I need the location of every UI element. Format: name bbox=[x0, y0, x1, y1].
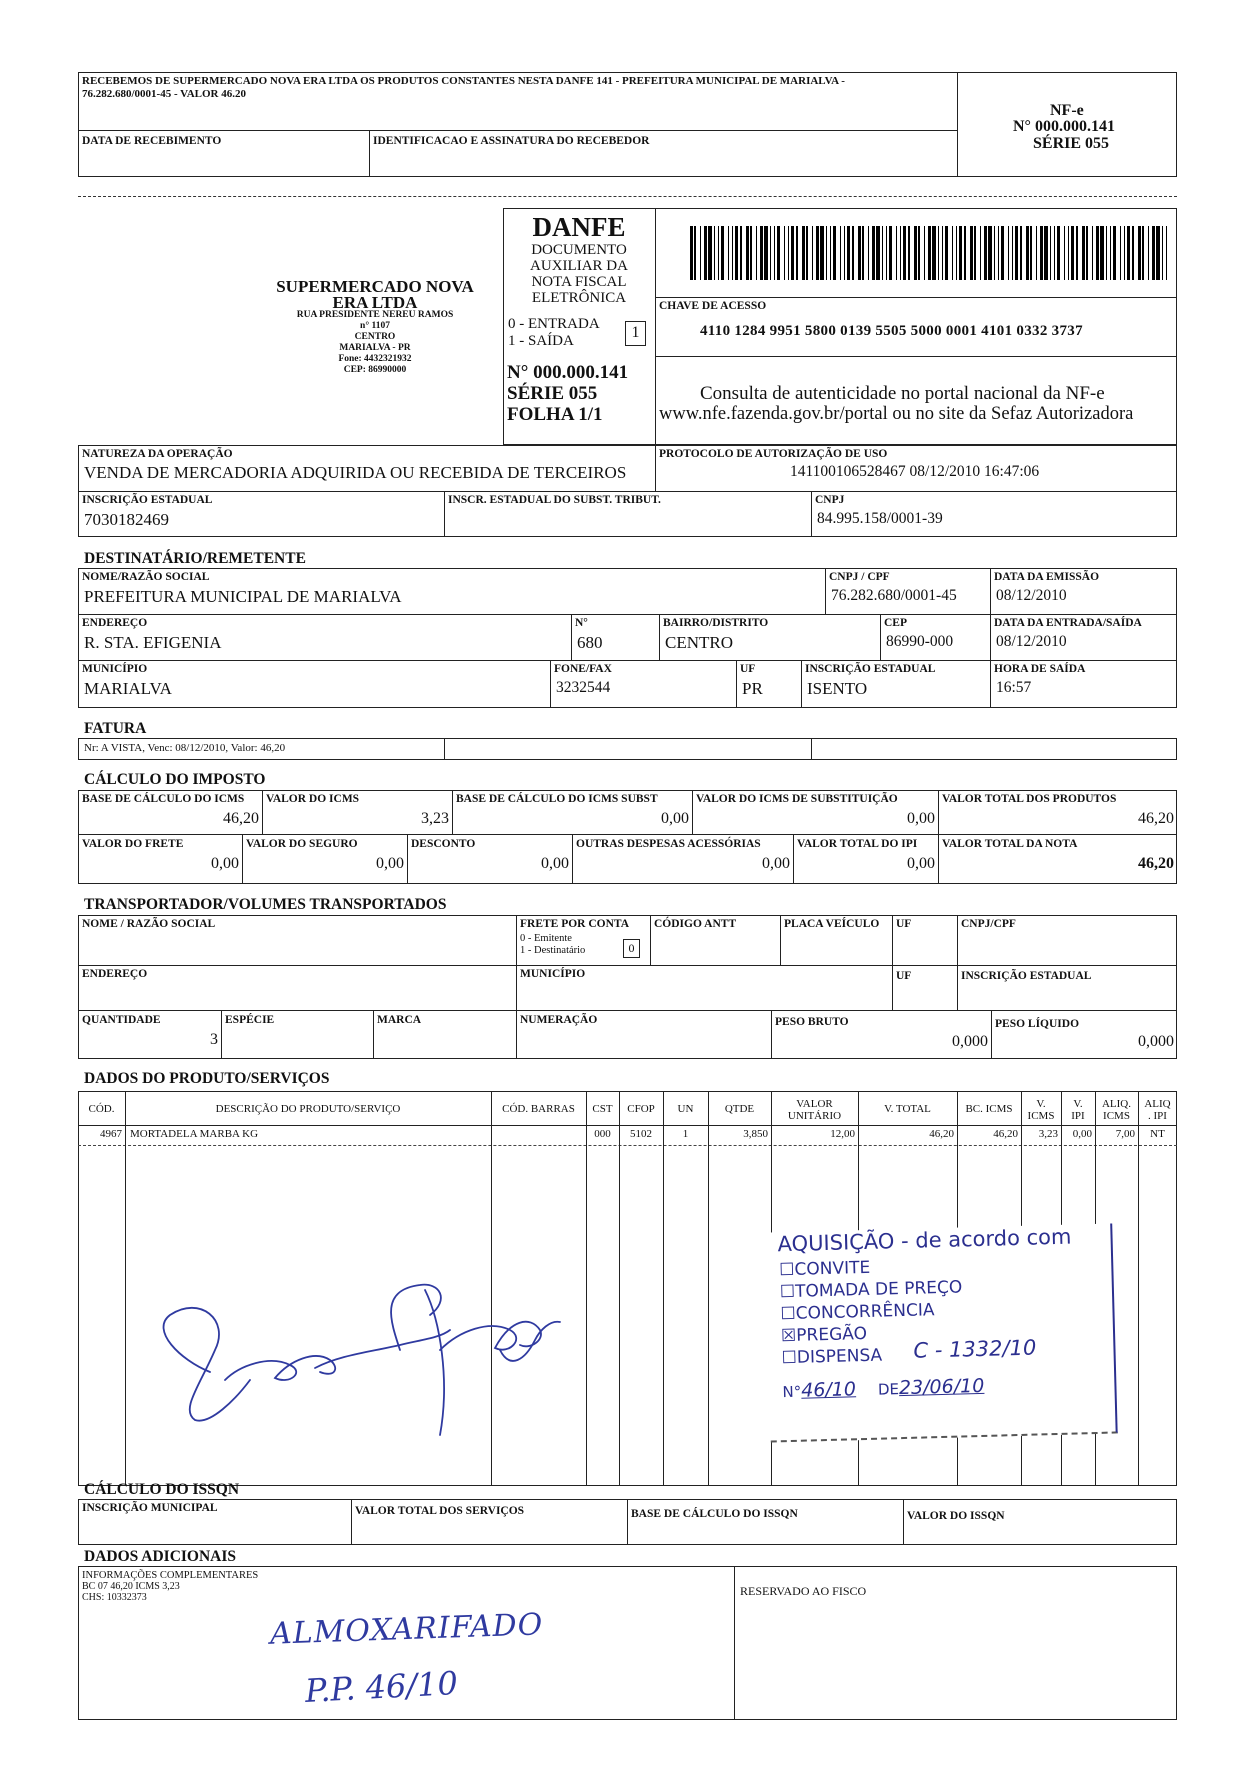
carrier-uf-label: UF bbox=[896, 918, 912, 930]
barcode-bar bbox=[1044, 226, 1048, 280]
danfe-number: N° 000.000.141 bbox=[507, 362, 629, 383]
receipt-signature-label: IDENTIFICACAO E ASSINATURA DO RECEBEDOR bbox=[373, 135, 650, 147]
barcode-bar bbox=[900, 226, 901, 280]
receipt-statement: RECEBEMOS DE SUPERMERCADO NOVA ERA LTDA OS PRODUTOS CONSTANTES NESTA DANFE 141 - PREFEITURA MUNICIPAL DE MARIALVA - bbox=[82, 75, 845, 87]
other-expenses: 0,00 bbox=[762, 855, 790, 872]
issuer-block bbox=[250, 278, 500, 376]
exit-time-label: HORA DE SAÍDA bbox=[994, 663, 1086, 675]
issuer-city: MARIALVA - PR bbox=[339, 343, 411, 353]
carrier-cnpj-label: CNPJ/CPF bbox=[961, 918, 1016, 930]
barcode-bar bbox=[918, 226, 919, 280]
state-reg-label: INSCRIÇÃO ESTADUAL bbox=[82, 494, 213, 506]
numbering-label: NUMERAÇÃO bbox=[520, 1014, 598, 1026]
cep-value: 86990-000 bbox=[886, 633, 954, 650]
barcode-bar bbox=[764, 226, 768, 280]
barcode-bar bbox=[1040, 226, 1043, 280]
barcode-bar bbox=[886, 226, 887, 280]
col-v-ipi-1: V. bbox=[1073, 1098, 1083, 1110]
icms-base: 46,20 bbox=[223, 810, 259, 827]
uf-label: UF bbox=[740, 663, 756, 675]
barcode-bar bbox=[833, 226, 836, 280]
protocol-value: 141100106528467 08/12/2010 16:47:06 bbox=[790, 463, 1040, 480]
barcode-bar bbox=[1020, 226, 1021, 280]
access-key-label: CHAVE DE ACESSO bbox=[659, 300, 767, 312]
barcode-bar bbox=[708, 226, 712, 280]
issqn-base-label: BASE DE CÁLCULO DO ISSQN bbox=[631, 1508, 798, 1520]
products-total-label: VALOR TOTAL DOS PRODUTOS bbox=[942, 793, 1117, 805]
row-cfop: 5102 bbox=[630, 1128, 652, 1140]
stub-series: SÉRIE 055 bbox=[1033, 135, 1110, 152]
barcode-bar bbox=[690, 226, 693, 280]
barcode-bar bbox=[1030, 226, 1031, 280]
col-unit-value-1: VALOR bbox=[796, 1098, 833, 1110]
issuer-name-2: ERA LTDA bbox=[332, 293, 418, 312]
row-unit-value: 12,00 bbox=[830, 1128, 855, 1140]
ipi-total-label: VALOR TOTAL DO IPI bbox=[797, 838, 918, 850]
tax-section-title: CÁLCULO DO IMPOSTO bbox=[84, 771, 266, 788]
issuer-cep: CEP: 86990000 bbox=[343, 365, 407, 375]
danfe-title-block bbox=[505, 212, 653, 306]
barcode-bar bbox=[1001, 226, 1004, 280]
barcode-bar bbox=[1132, 226, 1133, 280]
row-v-icms: 3,23 bbox=[1038, 1128, 1058, 1140]
receipt-statement-2: 76.282.680/0001-45 - VALOR 46.20 bbox=[82, 88, 246, 100]
barcode-bar bbox=[1064, 226, 1065, 280]
barcode-bar bbox=[704, 226, 707, 280]
exit-option: 1 - SAÍDA bbox=[508, 333, 574, 349]
species-label: ESPÉCIE bbox=[225, 1014, 275, 1026]
barcode-bar bbox=[1110, 226, 1111, 280]
barcode-bar bbox=[1100, 226, 1104, 280]
barcode-bar bbox=[1008, 226, 1009, 280]
barcode-bar bbox=[914, 226, 917, 280]
other-expenses-label: OUTRAS DESPESAS ACESSÓRIAS bbox=[576, 838, 761, 850]
barcode-bar bbox=[796, 226, 797, 280]
barcode-bar bbox=[956, 226, 957, 280]
handwritten-pp: P.P. 46/10 bbox=[304, 1664, 459, 1710]
stamp-title: AQUISIÇÃO - de acordo com bbox=[777, 1224, 1072, 1257]
uf-value: PR bbox=[742, 679, 763, 698]
col-cod: CÓD. bbox=[88, 1103, 115, 1115]
barcode-bar bbox=[806, 226, 807, 280]
barcode-bar bbox=[1082, 226, 1085, 280]
consult-line-1: Consulta de autenticidade no portal nacional da NF-e bbox=[700, 383, 1105, 404]
col-cfop: CFOP bbox=[627, 1103, 655, 1115]
consult-line-2: www.nfe.fazenda.gov.br/portal ou no site da Sefaz Autorizadora bbox=[659, 404, 1134, 424]
barcode-bar bbox=[1162, 226, 1163, 280]
operation-type-box: 1 bbox=[625, 321, 646, 346]
stamp-option-convite-label: CONVITE bbox=[794, 1257, 871, 1280]
stub-number: N° 000.000.141 bbox=[1013, 118, 1115, 135]
col-barcode: CÓD. BARRAS bbox=[502, 1103, 575, 1115]
issuer-number: n° 1107 bbox=[360, 321, 390, 331]
barcode-bar bbox=[1036, 226, 1037, 280]
col-qtde: QTDE bbox=[724, 1103, 755, 1115]
net-weight-label: PESO LÍQUIDO bbox=[995, 1018, 1080, 1030]
municipal-reg-label: INSCRIÇÃO MUNICIPAL bbox=[82, 1502, 218, 1514]
row-total: 46,20 bbox=[929, 1128, 954, 1140]
barcode-bar bbox=[1096, 226, 1099, 280]
barcode-bar bbox=[740, 226, 741, 280]
stub-nfe: NF-e bbox=[1050, 102, 1084, 119]
barcode-bar bbox=[938, 226, 939, 280]
barcode-bar bbox=[1015, 226, 1018, 280]
address-number: 680 bbox=[577, 633, 603, 652]
barcode-bar bbox=[942, 226, 943, 280]
stamp-number-line bbox=[782, 1375, 984, 1402]
issue-date-label: DATA DA EMISSÃO bbox=[994, 571, 1100, 583]
barcode-bar bbox=[1012, 226, 1013, 280]
barcode-bar bbox=[994, 226, 995, 280]
danfe-subtitle-3: NOTA FISCAL bbox=[531, 274, 627, 290]
acquisition-stamp bbox=[765, 1223, 1117, 1442]
col-unit-value-2: UNITÁRIO bbox=[787, 1110, 842, 1122]
barcode-bar bbox=[852, 226, 853, 280]
carrier-address-label: ENDEREÇO bbox=[82, 968, 148, 980]
barcode-bar bbox=[1138, 226, 1141, 280]
icms-st-base-label: BASE DE CÁLCULO DO ICMS SUBST bbox=[456, 793, 658, 805]
recipient-ie-label: INSCRIÇÃO ESTADUAL bbox=[805, 663, 936, 675]
col-un: UN bbox=[677, 1103, 694, 1115]
stamp-option-pregao-label: PREGÃO bbox=[796, 1323, 868, 1346]
barcode-bar bbox=[777, 226, 780, 280]
barcode-bar bbox=[889, 226, 892, 280]
barcode-bar bbox=[1092, 226, 1093, 280]
stamp-option-concorrencia: ☐CONCORRÊNCIA bbox=[780, 1300, 935, 1325]
cep-label: CEP bbox=[884, 617, 907, 629]
stamp-option-convite: ☐CONVITE bbox=[779, 1257, 871, 1281]
icms-base-label: BASE DE CÁLCULO DO ICMS bbox=[82, 793, 245, 805]
barcode-bar bbox=[718, 226, 719, 280]
gross-weight-label: PESO BRUTO bbox=[775, 1016, 849, 1028]
barcode-bar bbox=[882, 226, 883, 280]
freight-by-label: FRETE POR CONTA bbox=[520, 918, 630, 930]
barcode-bar bbox=[1026, 226, 1029, 280]
barcode bbox=[690, 226, 1170, 280]
state-reg-value: 7030182469 bbox=[84, 510, 169, 529]
issuer-street: RUA PRESIDENTE NEREU RAMOS bbox=[296, 310, 454, 320]
issuer-name-1: SUPERMERCADO NOVA bbox=[276, 277, 474, 296]
barcode-bar bbox=[784, 226, 785, 280]
barcode-bar bbox=[928, 226, 931, 280]
stamp-option-tomada-label: TOMADA DE PREÇO bbox=[794, 1277, 963, 1302]
issqn-value-label: VALOR DO ISSQN bbox=[907, 1510, 1005, 1522]
barcode-bar bbox=[988, 226, 992, 280]
freight-option-0: 0 - Emitente bbox=[520, 933, 572, 944]
district-label: BAIRRO/DISTRITO bbox=[663, 617, 769, 629]
barcode-bar bbox=[945, 226, 948, 280]
barcode-bar bbox=[721, 226, 724, 280]
row-bc-icms: 46,20 bbox=[993, 1128, 1018, 1140]
antt-code-label: CÓDIGO ANTT bbox=[654, 918, 737, 930]
col-cst: CST bbox=[592, 1103, 613, 1115]
freight-by-box: 0 bbox=[623, 939, 640, 958]
col-aliq-icms-1: ALIQ. bbox=[1101, 1098, 1132, 1110]
carrier-ie-label: INSCRIÇÃO ESTADUAL bbox=[961, 970, 1092, 982]
danfe-sheet: FOLHA 1/1 bbox=[507, 404, 603, 425]
barcode-bar bbox=[896, 226, 897, 280]
icms-value: 3,23 bbox=[421, 810, 449, 827]
services-total-label: VALOR TOTAL DOS SERVIÇOS bbox=[355, 1505, 525, 1517]
stamp-number-label: N° bbox=[782, 1382, 802, 1402]
recipient-section-title: DESTINATÁRIO/REMETENTE bbox=[84, 550, 306, 567]
entry-option: 0 - ENTRADA bbox=[508, 316, 600, 332]
barcode-bar bbox=[756, 226, 757, 280]
freight-value: 0,00 bbox=[211, 855, 239, 872]
insurance-value: 0,00 bbox=[376, 855, 404, 872]
address-number-label: N° bbox=[575, 617, 588, 629]
cut-line bbox=[78, 196, 1177, 197]
recipient-cnpj: 76.282.680/0001-45 bbox=[831, 587, 957, 604]
complementary-info-label: INFORMAÇÕES COMPLEMENTARES bbox=[82, 1570, 259, 1581]
stamp-option-dispensa: ☐DISPENSA bbox=[781, 1345, 883, 1369]
nature-label: NATUREZA DA OPERAÇÃO bbox=[82, 448, 233, 460]
barcode-bar bbox=[1156, 226, 1160, 280]
city-value: MARIALVA bbox=[84, 679, 172, 698]
col-v-ipi-2: IPI bbox=[1071, 1110, 1085, 1122]
barcode-bar bbox=[1050, 226, 1051, 280]
city-label: MUNICÍPIO bbox=[82, 663, 148, 675]
row-v-ipi: 0,00 bbox=[1072, 1128, 1092, 1140]
entry-date-label: DATA DA ENTRADA/SAÍDA bbox=[994, 617, 1142, 629]
products-total: 46,20 bbox=[1138, 810, 1174, 827]
row-aliq-ipi: NT bbox=[1150, 1128, 1165, 1140]
col-v-icms-2: ICMS bbox=[1027, 1110, 1055, 1122]
barcode-bar bbox=[1148, 226, 1149, 280]
ipi-total: 0,00 bbox=[907, 855, 935, 872]
row-qtde: 3,850 bbox=[743, 1128, 768, 1140]
barcode-bar bbox=[908, 226, 909, 280]
barcode-bar bbox=[732, 226, 733, 280]
discount-value: 0,00 bbox=[541, 855, 569, 872]
icms-st-base: 0,00 bbox=[661, 810, 689, 827]
state-reg-st-label: INSCR. ESTADUAL DO SUBST. TRIBUT. bbox=[448, 494, 661, 506]
fisco-label: RESERVADO AO FISCO bbox=[740, 1584, 867, 1598]
col-aliq-ipi-2: . IPI bbox=[1148, 1110, 1167, 1122]
barcode-bar bbox=[812, 226, 813, 280]
danfe-subtitle-2: AUXILIAR DA bbox=[530, 258, 628, 274]
barcode-bar bbox=[1124, 226, 1125, 280]
stamp-option-dispensa-label: DISPENSA bbox=[796, 1345, 883, 1368]
barcode-bar bbox=[984, 226, 987, 280]
barcode-bar bbox=[1106, 226, 1107, 280]
barcode-bar bbox=[1113, 226, 1116, 280]
row-cod: 4967 bbox=[100, 1128, 122, 1140]
district-value: CENTRO bbox=[665, 633, 733, 652]
entry-date: 08/12/2010 bbox=[996, 633, 1067, 650]
barcode-bar bbox=[903, 226, 906, 280]
barcode-bar bbox=[952, 226, 953, 280]
brand-label: MARCA bbox=[377, 1014, 422, 1026]
danfe-subtitle-1: DOCUMENTO bbox=[531, 242, 627, 258]
discount-label: DESCONTO bbox=[411, 838, 476, 850]
barcode-bar bbox=[1120, 226, 1121, 280]
address-label: ENDEREÇO bbox=[82, 617, 148, 629]
invoice-section-title: FATURA bbox=[84, 720, 147, 737]
freight-label: VALOR DO FRETE bbox=[82, 838, 184, 850]
col-aliq-ipi-1: ALIQ bbox=[1144, 1098, 1171, 1110]
col-v-icms-1: V. bbox=[1036, 1098, 1046, 1110]
barcode-bar bbox=[959, 226, 962, 280]
barcode-bar bbox=[1152, 226, 1155, 280]
barcode-bar bbox=[932, 226, 936, 280]
barcode-bar bbox=[750, 226, 751, 280]
products-section-title: DADOS DO PRODUTO/SERVIÇOS bbox=[84, 1070, 330, 1087]
col-desc: DESCRIÇÃO DO PRODUTO/SERVIÇO bbox=[215, 1103, 401, 1115]
col-bc-icms: BC. ICMS bbox=[965, 1103, 1013, 1115]
danfe-title: DANFE bbox=[532, 212, 626, 242]
vehicle-plate-label: PLACA VEÍCULO bbox=[784, 918, 880, 930]
stamp-option-concorrencia-label: CONCORRÊNCIA bbox=[795, 1300, 935, 1324]
cnpj-value: 84.995.158/0001-39 bbox=[817, 510, 943, 527]
barcode-bar bbox=[816, 226, 819, 280]
barcode-bar bbox=[1127, 226, 1130, 280]
barcode-bar bbox=[998, 226, 999, 280]
quantity-label: QUANTIDADE bbox=[82, 1014, 161, 1026]
icms-st-value: 0,00 bbox=[907, 810, 935, 827]
recipient-name-label: NOME/RAZÃO SOCIAL bbox=[82, 571, 210, 583]
stamp-number: 46/10 bbox=[800, 1378, 857, 1402]
barcode-bar bbox=[872, 226, 875, 280]
stamp-date: 23/06/10 bbox=[898, 1374, 985, 1400]
protocol-label: PROTOCOLO DE AUTORIZAÇÃO DE USO bbox=[659, 448, 888, 460]
barcode-bar bbox=[826, 226, 827, 280]
complementary-info-2: CHS: 10332373 bbox=[82, 1592, 147, 1603]
danfe-subtitle-4: ELETRÔNICA bbox=[531, 290, 627, 306]
barcode-bar bbox=[868, 226, 869, 280]
barcode-bar bbox=[964, 226, 965, 280]
barcode-bar bbox=[1057, 226, 1060, 280]
barcode-bar bbox=[714, 226, 715, 280]
barcode-bar bbox=[802, 226, 805, 280]
invoice-total: 46,20 bbox=[1138, 855, 1174, 872]
issue-date: 08/12/2010 bbox=[996, 587, 1067, 604]
nature-value: VENDA DE MERCADORIA ADQUIRIDA OU RECEBIDA DE TERCEIROS bbox=[84, 463, 627, 482]
gross-weight: 0,000 bbox=[952, 1033, 988, 1050]
issuer-district: CENTRO bbox=[354, 332, 396, 342]
recipient-name: PREFEITURA MUNICIPAL DE MARIALVA bbox=[84, 587, 402, 606]
barcode-bar bbox=[700, 226, 701, 280]
barcode-bar bbox=[1076, 226, 1077, 280]
complementary-info-1: BC 07 46,20 ICMS 3,23 bbox=[82, 1581, 180, 1592]
row-cst: 000 bbox=[594, 1128, 611, 1140]
barcode-bar bbox=[728, 226, 729, 280]
address-value: R. STA. EFIGENIA bbox=[84, 633, 222, 652]
transport-section-title: TRANSPORTADOR/VOLUMES TRANSPORTADOS bbox=[84, 896, 447, 913]
barcode-bar bbox=[876, 226, 880, 280]
stamp-option-pregao: ☒PREGÃO bbox=[780, 1323, 868, 1347]
barcode-bar bbox=[858, 226, 861, 280]
invoice-text: Nr: A VISTA, Venc: 08/12/2010, Valor: 46,20 bbox=[84, 742, 286, 754]
handwritten-almoxarifado: ALMOXARIFADO bbox=[269, 1607, 544, 1652]
barcode-bar bbox=[1071, 226, 1074, 280]
carrier-name-label: NOME / RAZÃO SOCIAL bbox=[82, 918, 216, 930]
access-key: 4110 1284 9951 5800 0139 5505 5000 0001 4101 0332 3737 bbox=[700, 323, 1083, 339]
barcode-bar bbox=[847, 226, 850, 280]
icms-st-value-label: VALOR DO ICMS DE SUBSTITUIÇÃO bbox=[696, 793, 898, 805]
barcode-bar bbox=[1166, 226, 1167, 280]
col-total: V. TOTAL bbox=[884, 1103, 931, 1115]
issqn-section-title: CÁLCULO DO ISSQN bbox=[84, 1481, 240, 1498]
barcode-bar bbox=[770, 226, 771, 280]
icms-value-label: VALOR DO ICMS bbox=[266, 793, 360, 805]
barcode-bar bbox=[830, 226, 831, 280]
phone-label: FONE/FAX bbox=[554, 663, 612, 675]
row-desc: MORTADELA MARBA KG bbox=[130, 1128, 259, 1140]
barcode-bar bbox=[760, 226, 763, 280]
invoice-total-label: VALOR TOTAL DA NOTA bbox=[942, 838, 1078, 850]
additional-box bbox=[78, 1566, 1177, 1720]
recipient-cnpj-label: CNPJ / CPF bbox=[829, 571, 890, 583]
exit-time: 16:57 bbox=[996, 679, 1032, 696]
barcode-bar bbox=[862, 226, 863, 280]
barcode-bar bbox=[1086, 226, 1087, 280]
barcode-bar bbox=[746, 226, 749, 280]
barcode-bar bbox=[694, 226, 695, 280]
issuer-phone: Fone: 4432321932 bbox=[338, 354, 412, 364]
recipient-ie: ISENTO bbox=[807, 679, 868, 698]
row-aliq-icms: 7,00 bbox=[1115, 1128, 1135, 1140]
barcode-bar bbox=[970, 226, 973, 280]
col-aliq-icms-2: ICMS bbox=[1103, 1110, 1130, 1122]
freight-option-1: 1 - Destinatário bbox=[520, 945, 586, 956]
receipt-date-label: DATA DE RECEBIMENTO bbox=[82, 135, 222, 147]
additional-section-title: DADOS ADICIONAIS bbox=[84, 1548, 237, 1565]
signature bbox=[140, 1260, 580, 1440]
carrier-city-label: MUNICÍPIO bbox=[520, 968, 586, 980]
barcode-bar bbox=[1068, 226, 1069, 280]
barcode-bar bbox=[980, 226, 981, 280]
barcode-bar bbox=[735, 226, 738, 280]
quantity-value: 3 bbox=[210, 1031, 218, 1048]
barcode-bar bbox=[924, 226, 925, 280]
insurance-label: VALOR DO SEGURO bbox=[246, 838, 358, 850]
barcode-bar bbox=[840, 226, 841, 280]
barcode-bar bbox=[788, 226, 789, 280]
barcode-bar bbox=[844, 226, 845, 280]
cnpj-label: CNPJ bbox=[815, 494, 845, 506]
stamp-de-label: DE bbox=[877, 1380, 900, 1399]
net-weight: 0,000 bbox=[1138, 1033, 1174, 1050]
danfe-series: SÉRIE 055 bbox=[507, 383, 598, 404]
barcode-bar bbox=[974, 226, 975, 280]
carrier-uf2-label: UF bbox=[896, 970, 912, 982]
barcode-bar bbox=[774, 226, 775, 280]
row-un: 1 bbox=[682, 1128, 689, 1140]
stamp-option-tomada: ☐TOMADA DE PREÇO bbox=[779, 1277, 963, 1303]
barcode-bar bbox=[820, 226, 824, 280]
barcode-bar bbox=[791, 226, 794, 280]
barcode-bar bbox=[1054, 226, 1055, 280]
stamp-code: C - 1332/10 bbox=[913, 1335, 1037, 1363]
barcode-bar bbox=[1142, 226, 1143, 280]
phone-value: 3232544 bbox=[556, 679, 611, 696]
